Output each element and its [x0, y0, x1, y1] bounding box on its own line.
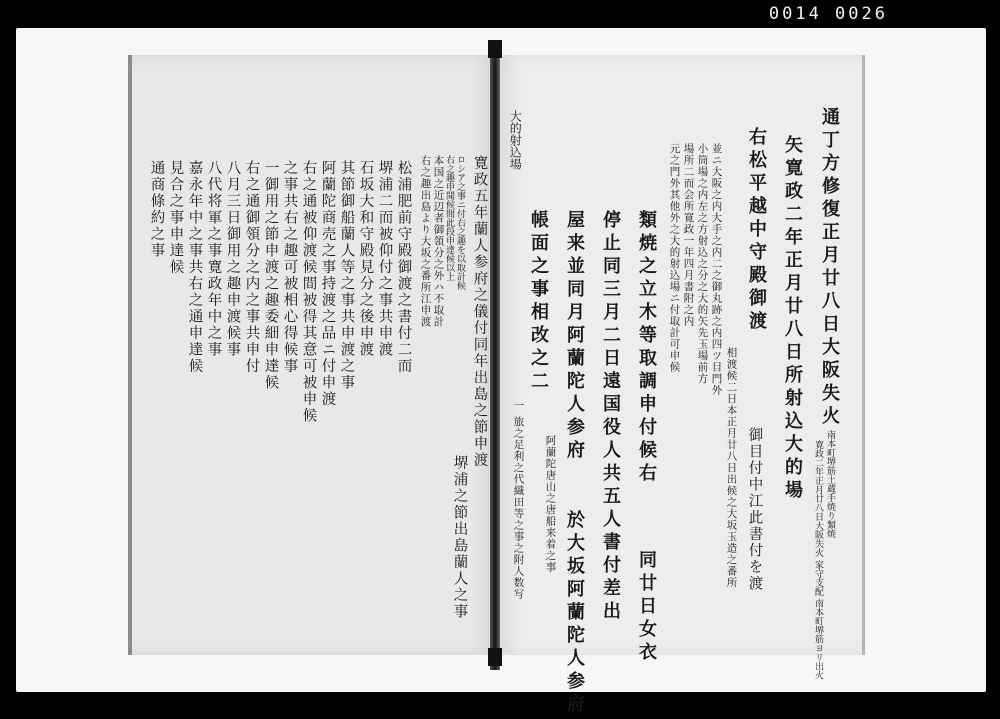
right-page-text-column: 右松平越中守殿御渡 [746, 127, 767, 334]
right-page-text-column: 南本町堺筋土蔵手焼り類焼 [825, 430, 835, 538]
right-page-text-column: 御目付中江此書付を渡 [746, 427, 763, 592]
left-page-text-column: 其節御船蘭人等之事共申渡之事 [338, 160, 355, 391]
margin-note: 大的射込場 [508, 110, 523, 170]
frame-counter: 0014 0026 [768, 4, 888, 24]
left-page-text-column: 之事共右之趣可被相心得候事 [281, 160, 298, 375]
right-page-text-column: 一 旅之足利之代織田等之事之附人数写 [512, 400, 525, 600]
right-page-text-column: 帳面之事相改之二 [528, 210, 549, 394]
left-page [128, 55, 494, 655]
left-page-text-column: 松浦肥前守殿御渡之書付二而 [395, 160, 412, 375]
right-page-text-column: 相渡候二日本正月廿八日出候之大坂玉造之番所 [725, 347, 738, 589]
right-page-text-column: 通丁方修復正月廿八日大阪失火 [819, 107, 840, 429]
left-page-text-column: 寛政五年蘭人参府之儀付同年出島之節申渡 [471, 155, 488, 469]
right-page-text-column: 場所二而会所寛政一年四月書附之内 [682, 143, 695, 327]
left-page-text-column: 一御用之節申渡之趣委細申達候 [262, 160, 279, 391]
right-page-text-column: 小筒場之内左之方射込之分之大的矢先玉場前方 [696, 143, 709, 385]
left-page-text-column: 右之趣出島より大坂之番所江申渡 [419, 155, 432, 328]
right-page-text-column: 並ニ大阪之内大手之内二之御丸跡之内四ツ目門外 [710, 143, 723, 396]
right-page-text-column: 停止同三月二日遠国役人共五人書付差出 [600, 210, 621, 624]
right-page-text-column: 矢寛政二年正月廿八日所射込大的場 [782, 135, 803, 503]
left-page-text-column: 嘉永年中之事共右之通申達候 [186, 160, 203, 375]
right-page-text-column: 屋来並同月阿蘭陀人参府 [564, 210, 585, 463]
right-page-text-column: 同廿日女衣 [636, 550, 657, 665]
left-page-text-column: 通商條約之事 [148, 160, 165, 259]
book-gutter [490, 40, 500, 670]
left-page-text-column: 右之通被仰渡候間被得其意可被申候 [300, 160, 317, 424]
left-page-text-column: 堺浦之節出島蘭人之事 [451, 455, 468, 620]
left-page-text-column: 見合之事申達候 [167, 160, 184, 276]
left-page-text-column: 右之通御領分之内之事共申付 [243, 160, 260, 375]
left-page-text-column: 石坂大和守殿見分之後申渡 [357, 160, 374, 358]
left-page-text-column: ロシア之事ニ付右之趣を以取計候 [455, 155, 465, 290]
left-page-text-column: 阿蘭陀商売之事持渡之品ニ付申渡 [319, 160, 336, 408]
right-page-text-column: 類焼之立木等取調申付候右 [636, 210, 657, 486]
left-page-text-column: 堺浦二而被仰付之事共申渡 [376, 160, 393, 358]
left-page-text-column: 八月三日御用之趣申渡候事 [224, 160, 241, 358]
right-page-text-column: 於大坂阿蘭陀人参府 [564, 510, 585, 717]
binding-clip-bottom [488, 648, 502, 666]
right-page-text-column: 寛政二年正月廿八日大阪失火 家守支配 南本町堺筋ヨリ出火 [813, 440, 823, 680]
left-page-text-column: 八代将軍之事寛政年中之事 [205, 160, 222, 358]
left-page-text-column: 本国之近辺者御領分之外ハ不取計 [432, 155, 445, 328]
left-page-text-column: 右之趣申聞候間此段申達候以上 [444, 155, 454, 281]
binding-clip-top [488, 40, 502, 58]
right-page [500, 55, 865, 717]
right-page-text-column: 阿蘭陀唐山之唐船来着之事 [544, 435, 557, 573]
right-page-text-column: 元之門外其他外之大的射込場ニ付取計可申候 [668, 143, 681, 373]
